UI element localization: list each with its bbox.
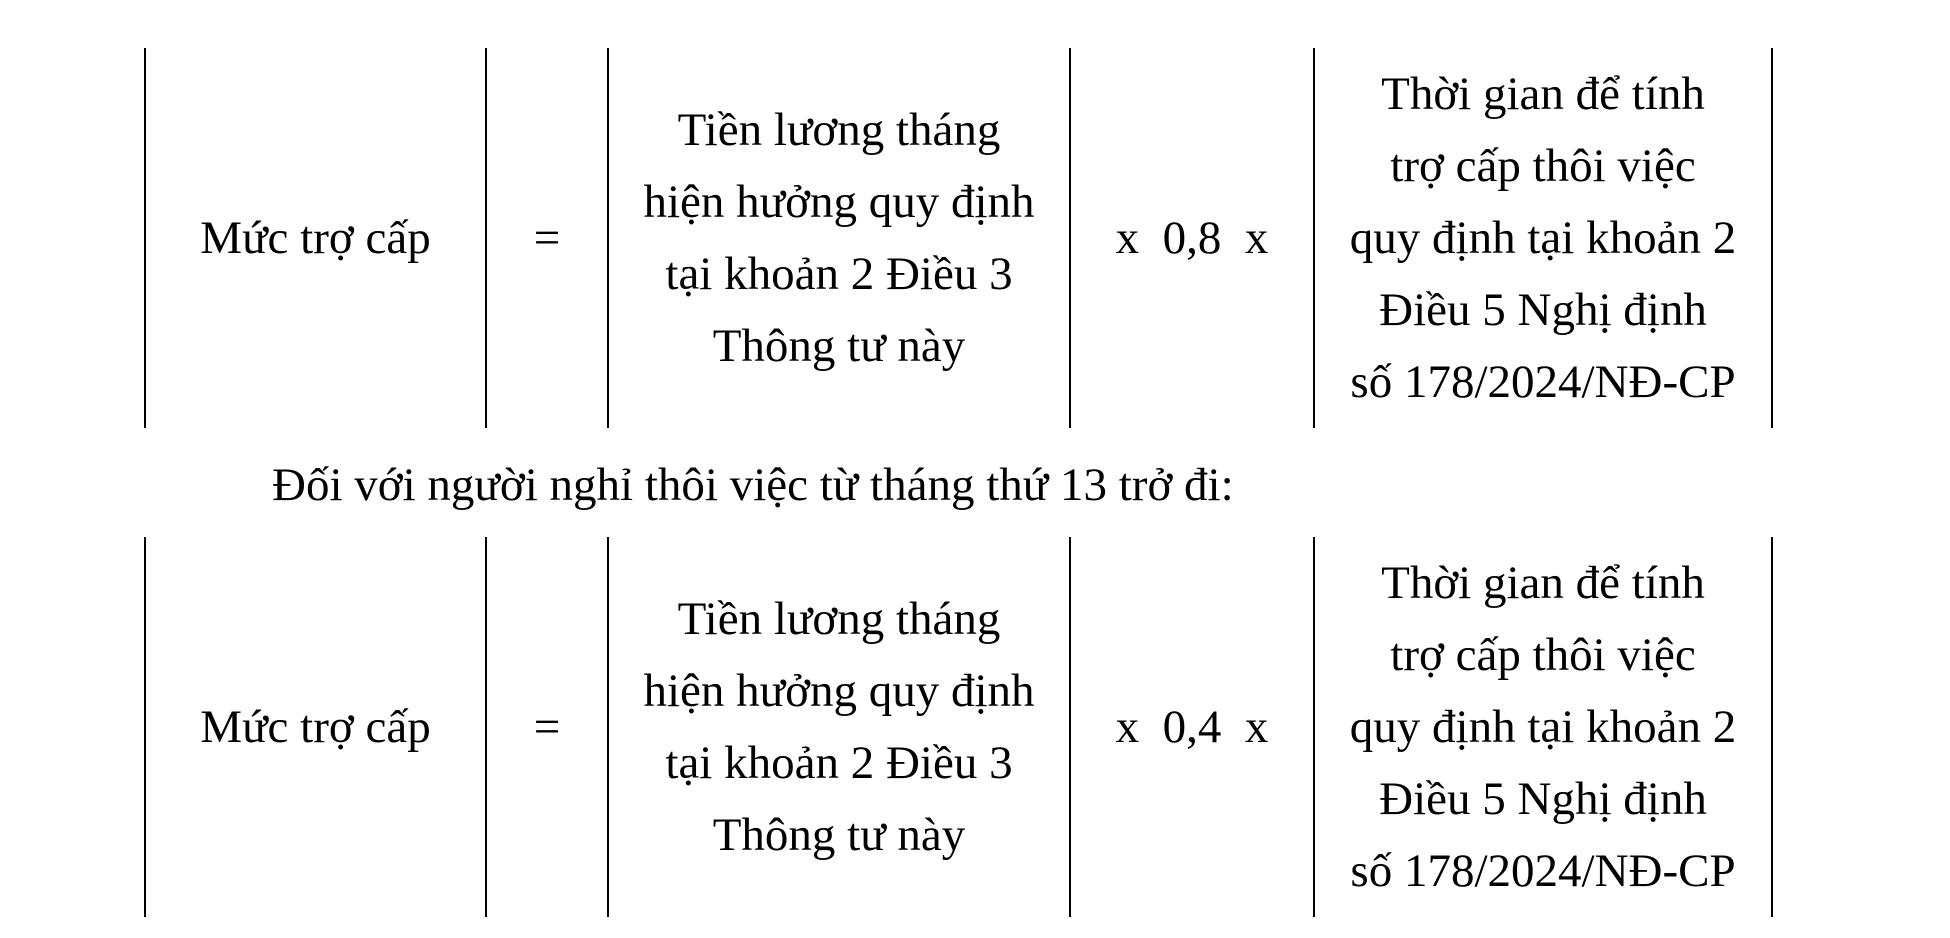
time-line: trợ cấp thôi việc (1390, 140, 1696, 192)
benefit-label-text: Mức trợ cấp (200, 212, 431, 264)
time-cell (1315, 537, 1771, 917)
time-line: Điều 5 Nghị định (1379, 284, 1707, 336)
benefit-label (146, 48, 485, 428)
benefit-label (146, 537, 485, 917)
equals-text: = (533, 701, 561, 753)
time-line: Điều 5 Nghị định (1379, 773, 1707, 825)
multiplier-text: x 0,4 x (1115, 701, 1269, 753)
salary-line: tại khoản 2 Điều 3 (665, 737, 1013, 789)
salary-line: Thông tư này (712, 809, 966, 861)
time-line: Thời gian để tính (1381, 557, 1705, 609)
benefit-label-text: Mức trợ cấp (200, 701, 431, 753)
time-line: trợ cấp thôi việc (1390, 629, 1696, 681)
salary-cell (609, 48, 1069, 428)
multiplier-cell (1071, 48, 1313, 428)
multiplier-cell (1071, 537, 1313, 917)
time-line: quy định tại khoản 2 (1349, 701, 1737, 753)
salary-line: hiện hưởng quy định (643, 176, 1035, 228)
equals-sign (487, 537, 607, 917)
formula-table-1 (0, 48, 1950, 428)
formula-table-2 (0, 537, 1950, 917)
time-line: số 178/2024/NĐ-CP (1350, 356, 1736, 408)
time-line: quy định tại khoản 2 (1349, 212, 1737, 264)
salary-line: Tiền lương tháng (677, 593, 1001, 645)
time-line: số 178/2024/NĐ-CP (1350, 845, 1736, 897)
intro-paragraph: Đối với người nghỉ thôi việc từ tháng thứ 13 trở đi: (272, 459, 1234, 511)
multiplier-text: x 0,8 x (1115, 212, 1269, 264)
salary-line: hiện hưởng quy định (643, 665, 1035, 717)
salary-line: tại khoản 2 Điều 3 (665, 248, 1013, 300)
column-divider (1771, 537, 1773, 917)
column-divider (1771, 48, 1773, 428)
equals-sign (487, 48, 607, 428)
time-line: Thời gian để tính (1381, 68, 1705, 120)
salary-cell (609, 537, 1069, 917)
salary-line: Thông tư này (712, 320, 966, 372)
salary-line: Tiền lương tháng (677, 104, 1001, 156)
time-cell (1315, 48, 1771, 428)
equals-text: = (533, 212, 561, 264)
